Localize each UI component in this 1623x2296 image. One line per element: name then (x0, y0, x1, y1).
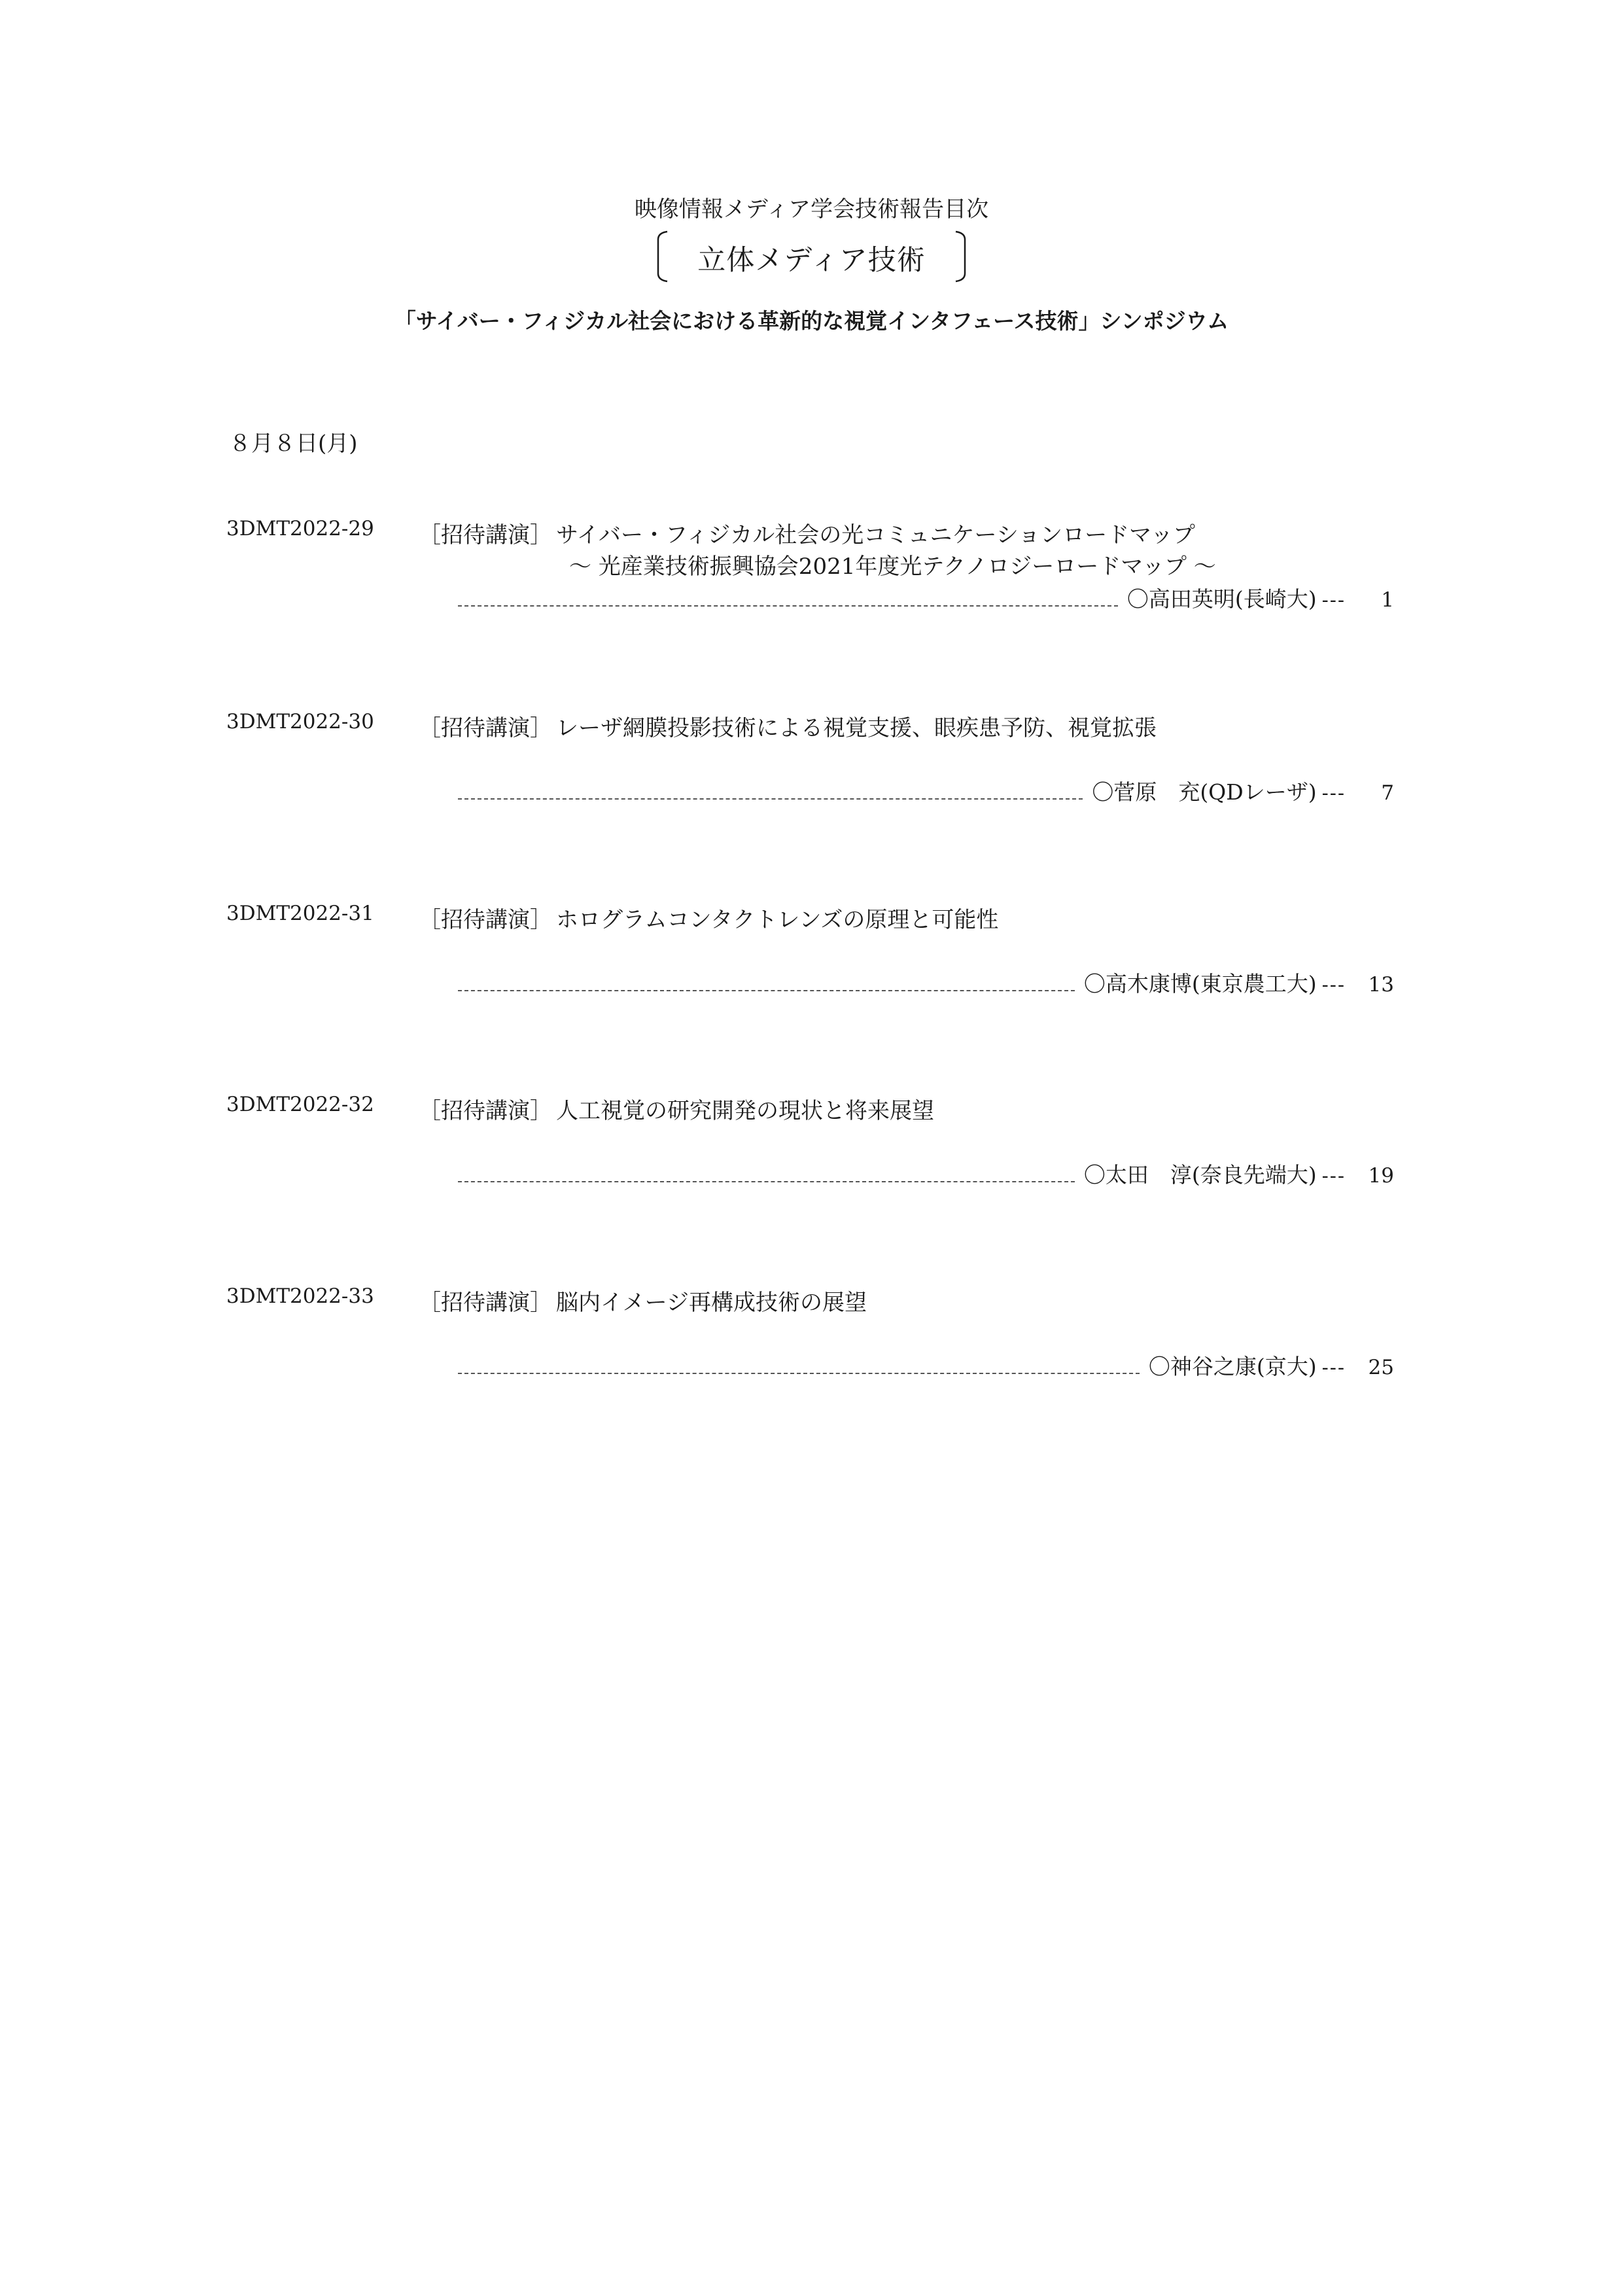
series-title: 立体メディア技術 (697, 244, 926, 277)
page-number: 1 (1381, 588, 1394, 612)
series-title-frame (654, 230, 969, 283)
talk-category: ［招待講演］ (419, 522, 552, 548)
talk-category: ［招待講演］ (419, 715, 552, 741)
author: 〇菅原 充(QDレーザ) (1092, 779, 1317, 805)
report-number: 3DMT2022-31 (226, 902, 374, 925)
leader-tail: --- (1321, 1165, 1346, 1188)
author: 〇高木康博(東京農工大) (1083, 971, 1317, 997)
toc-entry (0, 517, 1623, 667)
toc-entry (0, 1284, 1623, 1435)
dotted-leader (458, 1372, 1140, 1374)
report-number: 3DMT2022-32 (226, 1093, 374, 1116)
talk-title: ホログラムコンタクトレンズの原理と可能性 (556, 907, 999, 933)
page-number: 25 (1368, 1356, 1394, 1379)
author-line (458, 1158, 1394, 1189)
toc-entry (0, 710, 1623, 860)
leader-tail: --- (1321, 1356, 1346, 1379)
leader-tail: --- (1321, 589, 1346, 612)
talk-title: 人工視覚の研究開発の現状と将来展望 (556, 1098, 934, 1124)
talk-category: ［招待講演］ (419, 907, 552, 933)
leader-tail: --- (1321, 782, 1346, 805)
author-line (458, 582, 1394, 613)
right-bracket-icon (953, 230, 969, 283)
talk-category: ［招待講演］ (419, 1290, 552, 1316)
symposium-title: 「サイバー・フィジカル社会における革新的な視覚インタフェース技術」シンポジウム (394, 308, 1229, 334)
talk-category: ［招待講演］ (419, 1098, 552, 1124)
toc-entry (0, 1093, 1623, 1243)
author-line (458, 1350, 1394, 1381)
page-number: 19 (1368, 1164, 1394, 1188)
dotted-leader (458, 989, 1075, 991)
author-line (458, 967, 1394, 998)
leader-tail: --- (1321, 974, 1346, 997)
dotted-leader (458, 1180, 1075, 1182)
talk-title: レーザ網膜投影技術による視覚支援、眼疾患予防、視覚拡張 (556, 715, 1157, 741)
society-title: 映像情報メディア学会技術報告目次 (634, 196, 989, 222)
dotted-leader (458, 798, 1083, 800)
author: 〇太田 淳(奈良先端大) (1083, 1162, 1317, 1188)
session-date: ８月８日(月) (229, 431, 358, 457)
report-number: 3DMT2022-30 (226, 710, 374, 733)
report-number: 3DMT2022-33 (226, 1284, 374, 1308)
author-line (458, 775, 1394, 806)
dotted-leader (458, 605, 1118, 607)
author: 〇高田英明(長崎大) (1126, 586, 1317, 612)
talk-subtitle: ～ 光産業技術振興協会2021年度光テクノロジーロードマップ ～ (569, 554, 1216, 580)
page-number: 13 (1368, 973, 1394, 997)
author: 〇神谷之康(京大) (1148, 1354, 1317, 1379)
page-number: 7 (1381, 781, 1394, 805)
report-number: 3DMT2022-29 (226, 517, 374, 540)
talk-title: サイバー・フィジカル社会の光コミュニケーションロードマップ (556, 522, 1195, 548)
talk-title: 脳内イメージ再構成技術の展望 (556, 1290, 867, 1316)
toc-entry (0, 902, 1623, 1052)
